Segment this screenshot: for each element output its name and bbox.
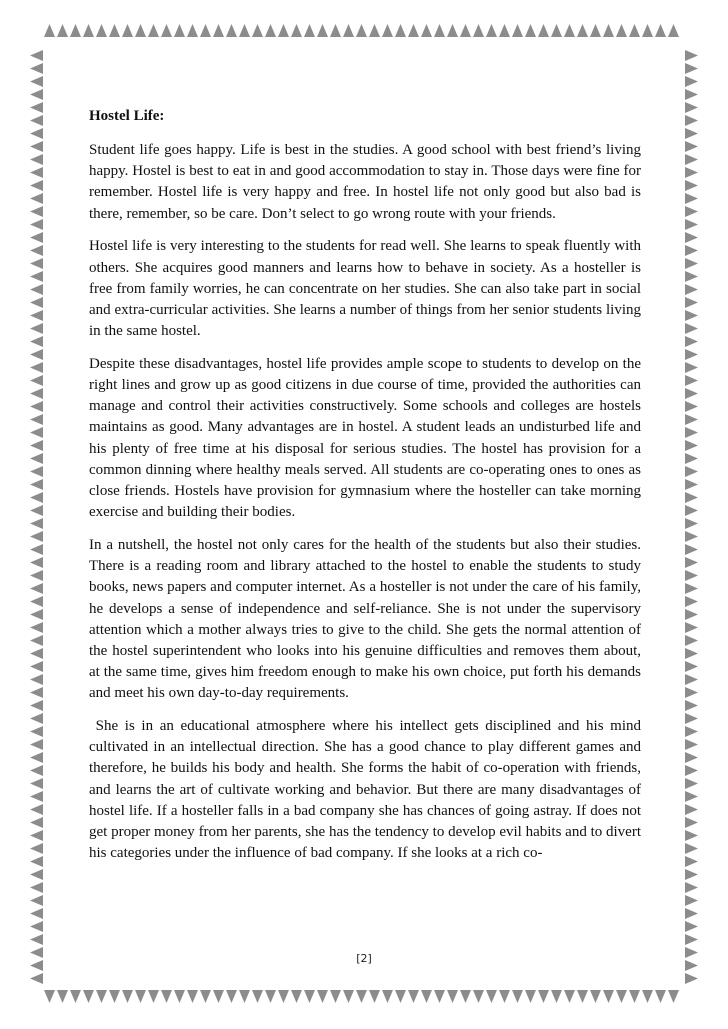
border-triangle bbox=[161, 24, 172, 37]
border-triangle bbox=[30, 401, 43, 412]
border-triangle bbox=[30, 635, 43, 646]
border-triangle bbox=[434, 24, 445, 37]
border-bottom-triangles bbox=[44, 990, 679, 1003]
border-triangle bbox=[30, 466, 43, 477]
border-triangle bbox=[30, 856, 43, 867]
border-triangle bbox=[317, 24, 328, 37]
border-triangle bbox=[30, 648, 43, 659]
border-triangle bbox=[317, 990, 328, 1003]
border-triangle bbox=[685, 557, 698, 568]
border-triangle bbox=[187, 990, 198, 1003]
border-triangle bbox=[616, 990, 627, 1003]
border-triangle bbox=[685, 219, 698, 230]
border-left-triangles bbox=[30, 50, 43, 984]
border-triangle bbox=[30, 453, 43, 464]
border-triangle bbox=[685, 349, 698, 360]
border-triangle bbox=[44, 990, 55, 1003]
border-right-triangles bbox=[685, 50, 698, 984]
border-triangle bbox=[685, 531, 698, 542]
border-triangle bbox=[226, 990, 237, 1003]
border-triangle bbox=[685, 180, 698, 191]
border-triangle bbox=[30, 778, 43, 789]
border-triangle bbox=[30, 388, 43, 399]
border-triangle bbox=[356, 990, 367, 1003]
border-triangle bbox=[226, 24, 237, 37]
border-triangle bbox=[30, 908, 43, 919]
border-triangle bbox=[460, 990, 471, 1003]
border-triangle bbox=[96, 990, 107, 1003]
paragraph-4: In a nutshell, the hostel not only cares for the health of the students but also their studies. There is a reading room and library attached to the hostel to enable the students to study books, news papers and computer internet. As a hosteller is not under the care of his family, he develops a sense of independence and self-reliance. She is not under the supervisory attention which a mother always tries to give to the child. She gets the normal attention of the hostel superintendent who looks into his genuine difficulties and removes them about, at the same time, gives him freedom enough to make his own choice, put forth his demands and meet his own day-to-day requirements. bbox=[89, 536, 641, 702]
border-triangle bbox=[57, 24, 68, 37]
border-triangle bbox=[685, 570, 698, 581]
border-triangle bbox=[187, 24, 198, 37]
border-triangle bbox=[685, 453, 698, 464]
border-triangle bbox=[685, 973, 698, 984]
border-triangle bbox=[685, 102, 698, 113]
paragraph-3: Despite these disadvantages, hostel life provides ample scope to students to develop on the right lines and grow up as good citizens in due course of time, provided the authorities can manage and control their activities constructively. Some schools and colleges are hostels maintains as good. Many advantages are in hostel. A student leads an undisturbed life and his plenty of free time at his disposal for serious studies. The hostel has provision for a common dinning where healthy meals served. All students are co-operating ones to ones as close friends. Hostels have provision for gymnasium where the hosteller can take morning exercise and building their bodies. bbox=[89, 355, 641, 521]
border-triangle bbox=[382, 990, 393, 1003]
border-triangle bbox=[265, 990, 276, 1003]
border-triangle bbox=[685, 596, 698, 607]
border-triangle bbox=[44, 24, 55, 37]
border-triangle bbox=[395, 990, 406, 1003]
border-triangle bbox=[369, 24, 380, 37]
border-triangle bbox=[499, 990, 510, 1003]
border-triangle bbox=[343, 990, 354, 1003]
border-triangle bbox=[685, 466, 698, 477]
border-triangle bbox=[685, 258, 698, 269]
border-triangle bbox=[685, 765, 698, 776]
border-triangle bbox=[200, 24, 211, 37]
border-triangle bbox=[30, 713, 43, 724]
border-triangle bbox=[685, 284, 698, 295]
border-triangle bbox=[30, 661, 43, 672]
border-triangle bbox=[685, 141, 698, 152]
border-triangle bbox=[408, 990, 419, 1003]
border-triangle bbox=[30, 505, 43, 516]
border-triangle bbox=[685, 921, 698, 932]
border-triangle bbox=[122, 24, 133, 37]
border-triangle bbox=[30, 206, 43, 217]
border-triangle bbox=[629, 24, 640, 37]
border-triangle bbox=[685, 609, 698, 620]
border-triangle bbox=[499, 24, 510, 37]
border-triangle bbox=[30, 76, 43, 87]
document-title: Hostel Life: bbox=[89, 108, 165, 124]
border-triangle bbox=[577, 24, 588, 37]
border-triangle bbox=[30, 115, 43, 126]
border-triangle bbox=[291, 24, 302, 37]
border-triangle bbox=[538, 24, 549, 37]
border-triangle bbox=[447, 24, 458, 37]
border-triangle bbox=[30, 739, 43, 750]
border-triangle bbox=[685, 869, 698, 880]
border-top-triangles bbox=[44, 24, 679, 37]
border-triangle bbox=[685, 50, 698, 61]
border-triangle bbox=[685, 479, 698, 490]
border-triangle bbox=[83, 990, 94, 1003]
border-triangle bbox=[551, 990, 562, 1003]
border-triangle bbox=[30, 154, 43, 165]
border-triangle bbox=[685, 115, 698, 126]
border-triangle bbox=[239, 24, 250, 37]
border-triangle bbox=[57, 990, 68, 1003]
border-triangle bbox=[30, 323, 43, 334]
border-triangle bbox=[685, 908, 698, 919]
border-triangle bbox=[655, 24, 666, 37]
border-triangle bbox=[685, 817, 698, 828]
border-triangle bbox=[278, 990, 289, 1003]
border-triangle bbox=[603, 24, 614, 37]
border-triangle bbox=[564, 990, 575, 1003]
border-triangle bbox=[109, 24, 120, 37]
border-triangle bbox=[642, 990, 653, 1003]
border-triangle bbox=[685, 206, 698, 217]
border-triangle bbox=[421, 990, 432, 1003]
border-triangle bbox=[30, 726, 43, 737]
border-triangle bbox=[421, 24, 432, 37]
border-triangle bbox=[30, 518, 43, 529]
border-triangle bbox=[252, 990, 263, 1003]
border-triangle bbox=[30, 492, 43, 503]
border-triangle bbox=[174, 990, 185, 1003]
border-triangle bbox=[30, 570, 43, 581]
border-triangle bbox=[473, 990, 484, 1003]
border-triangle bbox=[408, 24, 419, 37]
border-triangle bbox=[629, 990, 640, 1003]
border-triangle bbox=[30, 882, 43, 893]
border-triangle bbox=[473, 24, 484, 37]
border-triangle bbox=[460, 24, 471, 37]
border-triangle bbox=[30, 102, 43, 113]
border-triangle bbox=[30, 531, 43, 542]
border-triangle bbox=[30, 440, 43, 451]
border-triangle bbox=[30, 167, 43, 178]
border-triangle bbox=[96, 24, 107, 37]
border-triangle bbox=[30, 375, 43, 386]
border-triangle bbox=[685, 726, 698, 737]
border-triangle bbox=[685, 323, 698, 334]
border-triangle bbox=[685, 128, 698, 139]
border-triangle bbox=[30, 895, 43, 906]
border-triangle bbox=[551, 24, 562, 37]
border-triangle bbox=[148, 990, 159, 1003]
border-triangle bbox=[685, 375, 698, 386]
border-triangle bbox=[30, 349, 43, 360]
border-triangle bbox=[122, 990, 133, 1003]
border-triangle bbox=[30, 921, 43, 932]
border-triangle bbox=[685, 648, 698, 659]
border-triangle bbox=[685, 687, 698, 698]
border-triangle bbox=[30, 271, 43, 282]
page-number: [2] bbox=[356, 952, 372, 965]
document-body bbox=[89, 106, 645, 876]
border-triangle bbox=[330, 990, 341, 1003]
border-triangle bbox=[30, 934, 43, 945]
border-triangle bbox=[685, 297, 698, 308]
border-triangle bbox=[685, 700, 698, 711]
border-triangle bbox=[382, 24, 393, 37]
border-triangle bbox=[685, 271, 698, 282]
border-triangle bbox=[30, 791, 43, 802]
border-triangle bbox=[356, 24, 367, 37]
border-triangle bbox=[685, 778, 698, 789]
border-triangle bbox=[30, 700, 43, 711]
border-triangle bbox=[30, 63, 43, 74]
border-triangle bbox=[685, 245, 698, 256]
border-triangle bbox=[30, 973, 43, 984]
border-triangle bbox=[30, 479, 43, 490]
border-triangle bbox=[603, 990, 614, 1003]
border-triangle bbox=[486, 990, 497, 1003]
border-triangle bbox=[30, 232, 43, 243]
border-triangle bbox=[213, 990, 224, 1003]
border-triangle bbox=[685, 336, 698, 347]
border-triangle bbox=[30, 336, 43, 347]
border-triangle bbox=[30, 310, 43, 321]
border-triangle bbox=[304, 990, 315, 1003]
border-triangle bbox=[538, 990, 549, 1003]
border-triangle bbox=[512, 990, 523, 1003]
border-triangle bbox=[30, 804, 43, 815]
border-triangle bbox=[685, 934, 698, 945]
border-triangle bbox=[148, 24, 159, 37]
border-triangle bbox=[590, 990, 601, 1003]
border-triangle bbox=[685, 583, 698, 594]
border-triangle bbox=[685, 739, 698, 750]
border-triangle bbox=[30, 765, 43, 776]
border-triangle bbox=[434, 990, 445, 1003]
border-triangle bbox=[30, 284, 43, 295]
border-triangle bbox=[304, 24, 315, 37]
border-triangle bbox=[685, 622, 698, 633]
border-triangle bbox=[685, 401, 698, 412]
border-triangle bbox=[30, 557, 43, 568]
border-triangle bbox=[685, 882, 698, 893]
border-triangle bbox=[30, 180, 43, 191]
border-triangle bbox=[685, 310, 698, 321]
border-triangle bbox=[30, 830, 43, 841]
border-triangle bbox=[291, 990, 302, 1003]
border-triangle bbox=[685, 440, 698, 451]
border-triangle bbox=[30, 89, 43, 100]
border-triangle bbox=[685, 895, 698, 906]
border-triangle bbox=[330, 24, 341, 37]
border-triangle bbox=[30, 141, 43, 152]
border-triangle bbox=[525, 990, 536, 1003]
border-triangle bbox=[685, 89, 698, 100]
border-triangle bbox=[30, 427, 43, 438]
border-triangle bbox=[30, 622, 43, 633]
border-triangle bbox=[30, 869, 43, 880]
border-triangle bbox=[685, 713, 698, 724]
border-triangle bbox=[30, 362, 43, 373]
border-triangle bbox=[685, 414, 698, 425]
border-triangle bbox=[685, 63, 698, 74]
border-triangle bbox=[685, 804, 698, 815]
border-triangle bbox=[685, 674, 698, 685]
border-triangle bbox=[30, 674, 43, 685]
border-triangle bbox=[486, 24, 497, 37]
border-triangle bbox=[685, 154, 698, 165]
border-triangle bbox=[30, 544, 43, 555]
border-triangle bbox=[30, 50, 43, 61]
border-triangle bbox=[616, 24, 627, 37]
paragraph-2: Hostel life is very interesting to the students for read well. She learns to speak fluently with others. She acquires good manners and learns how to behave in society. As a hosteller is free from family worries, he can concentrate on her studies. She can also take part in social and extra-curricular activities. She learns a number of things from her senior students living in the same hostel. bbox=[89, 238, 641, 340]
border-triangle bbox=[109, 990, 120, 1003]
border-triangle bbox=[30, 258, 43, 269]
border-triangle bbox=[685, 856, 698, 867]
border-triangle bbox=[655, 990, 666, 1003]
border-triangle bbox=[685, 830, 698, 841]
border-triangle bbox=[30, 687, 43, 698]
border-triangle bbox=[642, 24, 653, 37]
border-triangle bbox=[265, 24, 276, 37]
border-triangle bbox=[161, 990, 172, 1003]
border-triangle bbox=[685, 427, 698, 438]
border-triangle bbox=[30, 596, 43, 607]
border-triangle bbox=[30, 752, 43, 763]
border-triangle bbox=[135, 24, 146, 37]
border-triangle bbox=[30, 583, 43, 594]
border-triangle bbox=[685, 843, 698, 854]
border-triangle bbox=[239, 990, 250, 1003]
border-triangle bbox=[668, 990, 679, 1003]
border-triangle bbox=[685, 661, 698, 672]
border-triangle bbox=[70, 24, 81, 37]
border-triangle bbox=[685, 544, 698, 555]
border-triangle bbox=[30, 843, 43, 854]
border-triangle bbox=[685, 505, 698, 516]
border-triangle bbox=[685, 791, 698, 802]
border-triangle bbox=[685, 193, 698, 204]
border-triangle bbox=[30, 219, 43, 230]
border-triangle bbox=[685, 388, 698, 399]
border-triangle bbox=[685, 635, 698, 646]
border-triangle bbox=[30, 609, 43, 620]
border-triangle bbox=[685, 232, 698, 243]
border-triangle bbox=[135, 990, 146, 1003]
border-triangle bbox=[590, 24, 601, 37]
border-triangle bbox=[685, 76, 698, 87]
border-triangle bbox=[30, 193, 43, 204]
border-triangle bbox=[685, 752, 698, 763]
border-triangle bbox=[395, 24, 406, 37]
border-triangle bbox=[685, 167, 698, 178]
border-triangle bbox=[685, 362, 698, 373]
border-triangle bbox=[447, 990, 458, 1003]
border-triangle bbox=[30, 297, 43, 308]
border-triangle bbox=[30, 817, 43, 828]
border-triangle bbox=[252, 24, 263, 37]
border-triangle bbox=[30, 245, 43, 256]
paragraph-5: She is in an educational atmosphere where his intellect gets disciplined and his mind cultivated in an intellectual direction. She has a good chance to play different games and therefore, he builds his body and health. She forms the habit of co-operation with friends, and learns the art of cultivate working and behavior. But there are many disadvantages of hostel life. If a hosteller falls in a bad company she has chances of going astray. If does not get proper money from her parents, she has the tendency to develop evil habits and to divert his categories under the influence of bad company. If she looks at a rich co- bbox=[89, 718, 645, 862]
border-triangle bbox=[343, 24, 354, 37]
border-triangle bbox=[685, 518, 698, 529]
border-triangle bbox=[213, 24, 224, 37]
border-triangle bbox=[564, 24, 575, 37]
border-triangle bbox=[278, 24, 289, 37]
border-triangle bbox=[70, 990, 81, 1003]
paragraph-1: Student life goes happy. Life is best in the studies. A good school with best friend’s living happy. Hostel is best to eat in and good accommodation to stay in. Those days were fine for remember. Hostel life is very happy and free. In hostel life not only good but also bad is there, remember, so be care. Don’t select to go wrong route with your friends. bbox=[89, 142, 641, 222]
border-triangle bbox=[685, 492, 698, 503]
border-triangle bbox=[668, 24, 679, 37]
border-triangle bbox=[83, 24, 94, 37]
border-triangle bbox=[577, 990, 588, 1003]
border-triangle bbox=[200, 990, 211, 1003]
border-triangle bbox=[30, 414, 43, 425]
border-triangle bbox=[30, 128, 43, 139]
border-triangle bbox=[525, 24, 536, 37]
border-triangle bbox=[369, 990, 380, 1003]
border-triangle bbox=[174, 24, 185, 37]
border-triangle bbox=[512, 24, 523, 37]
